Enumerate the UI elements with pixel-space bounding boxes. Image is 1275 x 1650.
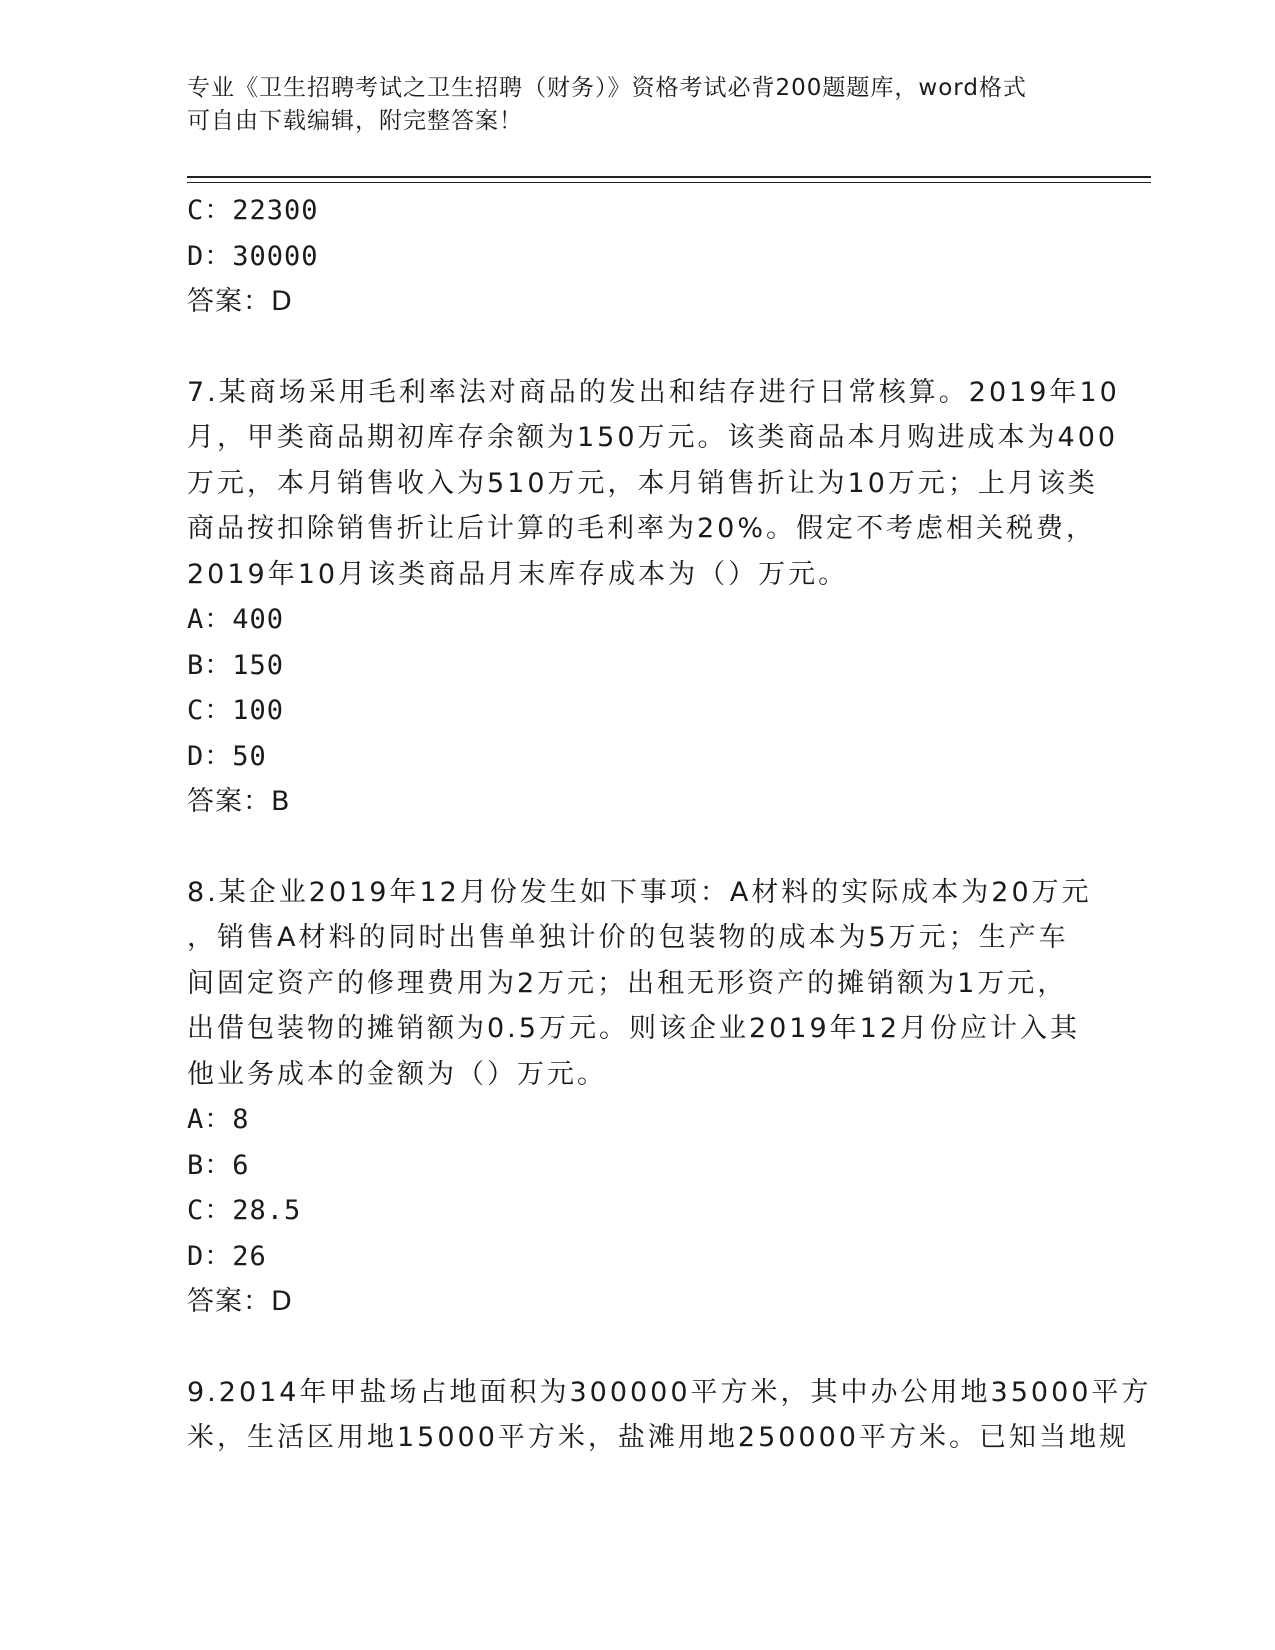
q7-line-4: 商品按扣除销售折让后计算的毛利率为20%。假定不考虑相关税费， [187,513,1097,544]
header-line-1: 专业《卫生招聘考试之卫生招聘（财务）》资格考试必背200题题库，word格式 [187,75,1027,101]
prev-option-c: C：22300 [187,195,319,226]
q7-line-5: 2019年10月该类商品月末库存成本为（）万元。 [187,558,849,590]
prev-option-d: D：30000 [187,240,319,272]
q8-option-b: B：6 [187,1149,250,1181]
q7-line-2: 月，甲类商品期初库存余额为150万元。该类商品本月购进成本为400 [187,422,1119,453]
q8-line-2: ，销售A材料的同时出售单独计价的包装物的成本为5万元；生产车 [187,922,1069,953]
document-body [187,188,1152,1461]
prev-answer: 答案：D [187,286,293,317]
q7-option-d: D：50 [187,740,267,772]
q8-answer: 答案：D [187,1286,293,1317]
q7-answer: 答案：B [187,786,291,817]
q8-option-c: C：28.5 [187,1195,302,1226]
q8-line-4: 出借包装物的摊销额为0.5万元。则该企业2019年12月份应计入其 [187,1013,1081,1044]
q7-option-a: A：400 [187,604,285,635]
q8-option-d: D：26 [187,1240,267,1272]
q8-line-3: 间固定资产的修理费用为2万元；出租无形资产的摊销额为1万元， [187,967,1068,999]
q9-line-2: 米，生活区用地15000平方米，盐滩用地250000平方米。已知当地规 [187,1422,1129,1453]
spacer [187,325,1087,370]
spacer [187,1325,1087,1370]
q9-line-1: 9.2014年甲盐场占地面积为300000平方米，其中办公用地35000平方 [187,1376,1152,1408]
q8-line-5: 他业务成本的金额为（）万元。 [187,1058,607,1090]
header-rule-thick [187,176,1151,178]
document-header [187,72,1087,138]
header-line-2: 可自由下载编辑，附完整答案！ [187,108,523,134]
spacer [187,825,1087,870]
q7-option-c: C：100 [187,695,285,726]
q8-line-1: 8.某企业2019年12月份发生如下事项：A材料的实际成本为20万元 [187,876,1092,908]
q7-option-b: B：150 [187,649,285,681]
header-rule-thin [187,182,1151,183]
q7-line-1: 7.某商场采用毛利率法对商品的发出和结存进行日常核算。2019年10 [187,376,1120,408]
q7-line-3: 万元，本月销售收入为510万元，本月销售折让为10万元；上月该类 [187,467,1098,499]
q8-option-a: A：8 [187,1104,250,1135]
